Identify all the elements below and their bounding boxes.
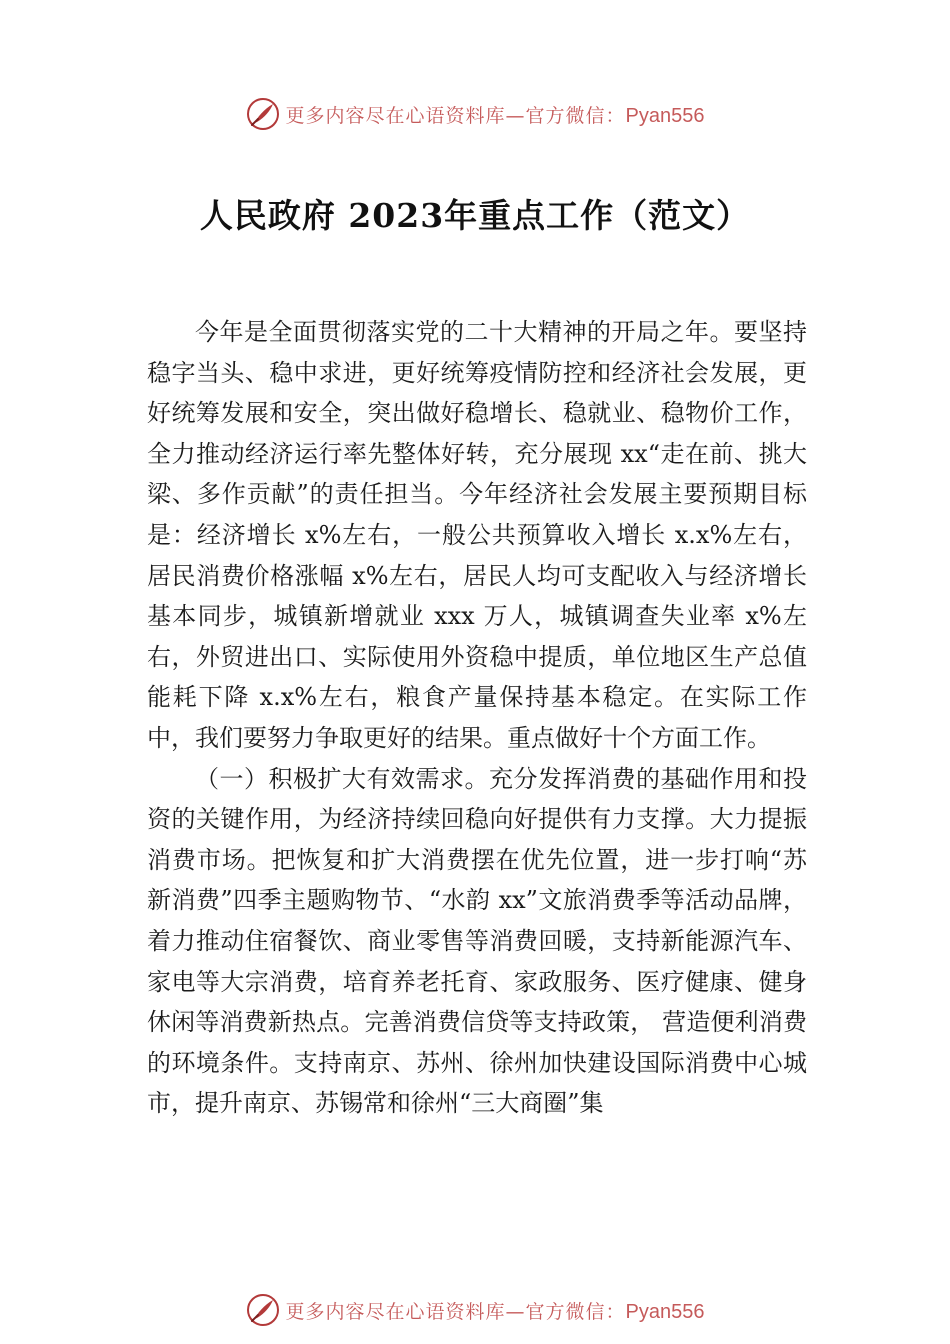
paragraph-section-1: （一）积极扩大有效需求。充分发挥消费的基础作用和投资的关键作用，为经济持续回稳向好提供有力支撑。大力提振消费市场。把恢复和扩大消费摆在优先位置，进一步打响“苏新消费”四季主题购物节、“水韵 xx”文旅消费季等活动品牌，着力推动住宿餐饮、商业零售等消费回暖，支持新能源汽车、家电等大宗消费，培育养老托育、家政服务、医疗健康、健身休闲等消费新热点。完善消费信贷等支持政策， 营造便利消费的环境条件。支持南京、苏州、徐州加快建设国际消费中心城市，提升南京、苏锡常和徐州“三大商圈”集 — [147, 764, 807, 1118]
footer-wechat-handle: Pyan556 — [625, 1300, 705, 1323]
paragraph-intro: 今年是全面贯彻落实党的二十大精神的开局之年。要坚持稳字当头、稳中求进，更好统筹疫情防控和经济社会发展，更好统筹发展和安全，突出做好稳增长、稳就业、稳物价工作，全力推动经济运行率先整体好转，充分展现 xx“走在前、挑大梁、多作贡献”的责任担当。今年经济社会发展主要预期目标是：经济增长 x%左右，一般公共预算收入增长 x.x%左右，居民消费价格涨幅 x%左右，居民人均可支配收入与经济增长基本同步，城镇新增就业 xxx 万人，城镇调查失业率 x%左右，外贸进出口、实际使用外资稳中提质，单位地区生产总值能耗下降 x.x%左右，粮食产量保持基本稳定。在实际工作中，我们要努力争取更好的结果。重点做好十个方面工作。 — [147, 318, 807, 752]
quill-pen-logo-icon — [246, 1293, 280, 1327]
document-title: 人民政府 2023年重点工作（范文） — [199, 196, 751, 235]
footer-watermark-text: 更多内容尽在心语资料库—官方微信：Pyan556 — [285, 1300, 705, 1323]
quill-pen-logo-icon — [246, 97, 280, 131]
header-watermark-text: 更多内容尽在心语资料库—官方微信：Pyan556 — [285, 104, 705, 127]
footer-watermark-banner — [0, 1290, 950, 1330]
document-body — [147, 312, 807, 1124]
header-watermark-banner — [0, 94, 950, 134]
header-wechat-handle: Pyan556 — [625, 104, 705, 127]
